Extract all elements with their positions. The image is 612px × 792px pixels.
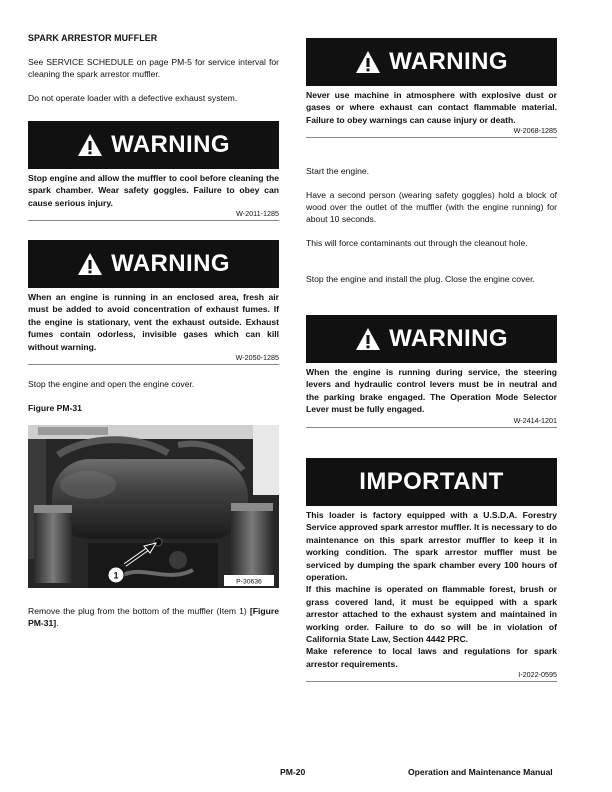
warning-title: WARNING [111,131,230,158]
instruction-text: Remove the plug from the bottom of the muffler (Item 1) [28,606,247,616]
warning-triangle-icon [77,133,103,157]
important-title: IMPORTANT [359,468,504,495]
muffler-illustration [28,425,279,588]
paragraph [28,605,279,629]
warning-block [28,240,279,365]
figure-label: Figure PM-31 [28,403,82,413]
section-heading: SPARK ARRESTOR MUFFLER [28,33,158,43]
warning-block [306,38,557,138]
warning-triangle-icon [355,327,381,351]
warning-text: When the engine is running during service, the steering levers and hydraulic control levers must be in neutral and the parking brake engaged. The Operation Mode Selector Lever must be fully engaged. [306,367,557,415]
paragraph: Do not operate loader with a defective exhaust system. [28,93,238,103]
warning-text: Never use machine in atmosphere with explosive dust or gases or where exhaust can contact flammable material. Failure to obey warnings can cause injury or death. [306,90,557,125]
punctuation: . [56,618,59,629]
warning-code: W-2414-1201 [306,416,557,428]
warning-text: When an engine is running in an enclosed area, fresh air must be added to avoid concentration of exhaust fumes. If the engine is stationary, vent the exhaust outside. Exhaust fumes contain odorless, invisible gases which can kill without warning. [28,292,279,352]
warning-text: Stop engine and allow the muffler to cool before cleaning the spark chamber. Wear safety goggles. Failure to obey can cause serious injury. [28,173,279,208]
warning-code: W-2011-1285 [28,209,279,221]
important-text: This loader is factory equipped with a U.S.D.A. Forestry Service approved spark arrestor muffler. It is necessary to do maintenance on this spark arrestor muffler to keep it in working condition. The spark arrestor muffler must be serviced by dumping the spark chamber every 100 hours of operation. [306,510,557,583]
important-text: If this machine is operated on flammable forest, brush or grass covered land, it must be equipped with a spark arrestor attached to the exhaust system and maintained in working order. Failure to do so will be in violation of California State Law, Section 4442 PRC. [306,584,557,645]
callout-number: 1 [113,570,119,581]
important-code: I-2022-0595 [306,670,557,682]
important-banner [306,458,557,506]
figure-reference: [Figure PM-31] [28,606,279,629]
paragraph: This will force contaminants out through the cleanout hole. [306,238,528,248]
warning-code: W-2068-1285 [306,126,557,138]
warning-triangle-icon [355,50,381,74]
page-number: PM-20 [280,767,306,777]
warning-triangle-icon [77,252,103,276]
warning-title: WARNING [389,325,508,352]
paragraph: Start the engine. [306,166,370,176]
manual-title: Operation and Maintenance Manual [408,767,553,777]
warning-title: WARNING [111,250,230,277]
paragraph: See SERVICE SCHEDULE on page PM-5 for service interval for cleaning the spark arrestor muffler. [28,57,279,80]
warning-banner [306,315,557,363]
warning-banner [28,240,279,288]
paragraph: Stop the engine and install the plug. Close the engine cover. [306,274,535,284]
part-number: P-30636 [236,578,262,586]
paragraph: Stop the engine and open the engine cover. [28,379,195,389]
paragraph: Have a second person (wearing safety goggles) hold a block of wood over the outlet of the muffler (with the engine running) for about 10 seconds. [306,190,557,225]
muffler-photo [28,425,279,588]
warning-block [306,315,557,428]
warning-banner [306,38,557,86]
warning-block [28,121,279,221]
important-text: Make reference to local laws and regulations for spark arrestor requirements. [306,646,557,669]
warning-banner [28,121,279,169]
warning-code: W-2050-1285 [28,353,279,365]
important-block [306,458,557,682]
warning-title: WARNING [389,48,508,75]
